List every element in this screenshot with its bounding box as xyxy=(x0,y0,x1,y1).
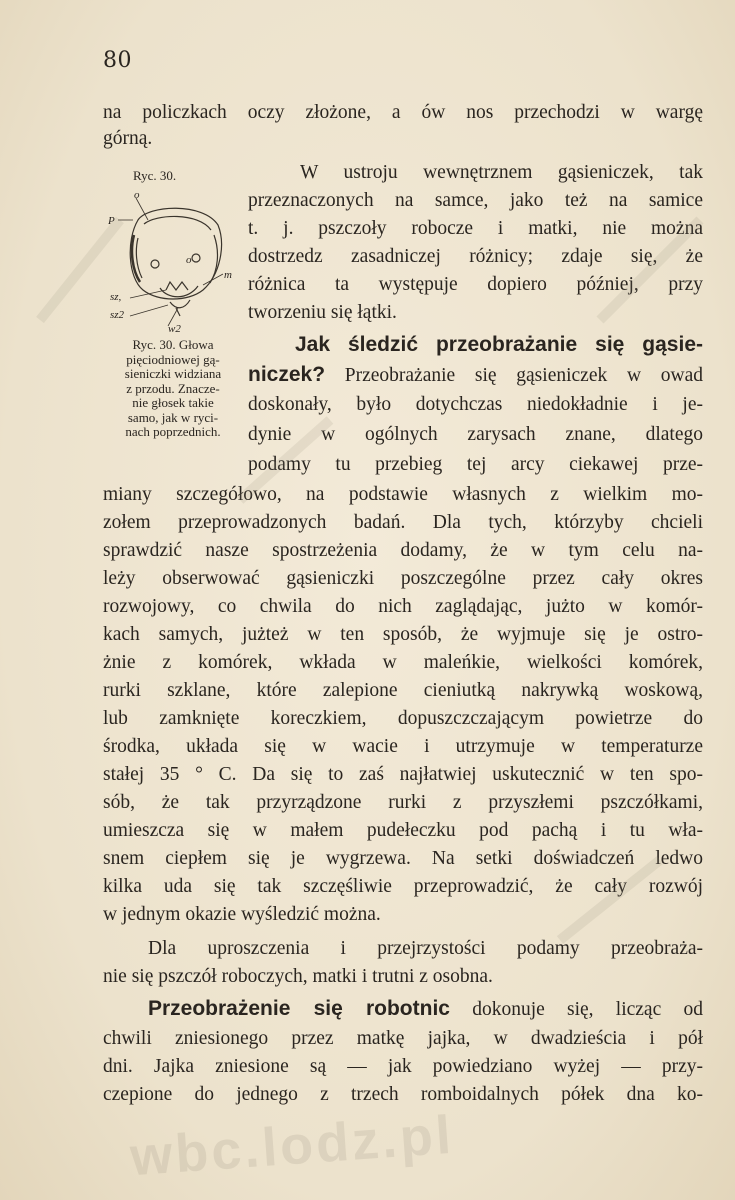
figure-letter: P xyxy=(108,215,115,227)
figure-letter: w2 xyxy=(168,323,181,335)
text-line: t. j. pszczoły robocze i matki, nie można xyxy=(248,218,703,239)
text-line: dostrzedz zasadniczej różnicy; zdaje się, że xyxy=(248,246,703,267)
section-heading: Jak śledzić przeobrażanie się gąsie- xyxy=(295,333,703,356)
text-line: chwili zniesionego przez matkę jajka, w dwadzieścia i pół xyxy=(103,1028,703,1049)
figure-caption: Ryc. 30. Głowa pięciodniowej gą- sieniczki widziana z przodu. Znacze- nie głosek takie samo, jak w ryci- nach poprzednich. xyxy=(124,337,222,439)
figure-letter: m xyxy=(224,269,232,281)
text-line: rurki szklane, które zalepione cieniutką nakrywką woskową, xyxy=(103,680,703,701)
text-line: miany szczegółowo, na podstawie własnych z wielkim mo- xyxy=(103,484,703,505)
text-line: kach samych, jużteż w ten sposób, że wyjmuje się je ostro- xyxy=(103,624,703,645)
text-line: w jednym okazie wyśledzić można. xyxy=(103,904,381,925)
text-line: leży obserwować gąsieniczki poszczególne przez cały okres xyxy=(103,568,703,589)
text-line: sób, że tak przyrządzone rurki z przyszłemi pszczółkami, xyxy=(103,792,703,813)
figure-label: Ryc. 30. xyxy=(133,168,177,183)
text-line: dni. Jajka zniesione są — jak powiedziano wyżej — przy- xyxy=(103,1056,703,1077)
text-line: stałej 35 ° C. Da się to zaś najłatwiej uskutecznić w ten spo- xyxy=(103,764,703,785)
text-line: niczek? Przeobrażanie się gąsieniczek w owad xyxy=(248,363,703,386)
text-line: żnie z komórek, wkłada w maleńkie, wielkości komórek, xyxy=(103,652,703,673)
text-line: zołem przeprowadzonych badań. Dla tych, którzyby chcieli xyxy=(103,512,703,533)
figure-letter: o xyxy=(134,190,140,201)
text-line: Przeobrażenie się robotnic dokonuje się, licząc od xyxy=(148,997,703,1020)
text-line: Dla uproszczenia i przejrzystości podamy przeobraża- xyxy=(148,938,703,959)
text-line: górną. xyxy=(103,128,153,149)
text-line: podamy tu przebieg tej arcy ciekawej prze- xyxy=(248,454,703,475)
text-line: czepione do jednego z trzech romboidalnych półek dna ko- xyxy=(103,1084,703,1105)
text-line: na policzkach oczy złożone, a ów nos przechodzi w wargę xyxy=(103,102,703,123)
text-line: środka, układa się w wacie i utrzymuje w temperaturze xyxy=(103,736,703,757)
text-line: snem ciepłem się je wygrzewa. Na setki doświadczeń ledwo xyxy=(103,848,703,869)
text-line: sprawdzić nasze spostrzeżenia dodamy, że w tym celu na- xyxy=(103,540,703,561)
watermark: wbc.lodz.pl xyxy=(128,1104,456,1188)
text-line: przeznaczonych na samce, jako też na samice xyxy=(248,190,703,211)
text-line: nie się pszczół roboczych, matki i trutni z osobna. xyxy=(103,966,493,987)
text-line: dynie w ogólnych zarysach znane, dlatego xyxy=(248,424,703,445)
text-line: tworzeniu się łątki. xyxy=(248,302,397,323)
text-line: umieszcza się w małem pudełeczku pod pachą i tu wła- xyxy=(103,820,703,841)
text-line: różnica ta występuje dopiero później, przy xyxy=(248,274,703,295)
text-line: W ustroju wewnętrznem gąsieniczek, tak xyxy=(300,162,703,183)
text-line: kilka uda się tak szczęśliwie przeprowadzić, że cały rozwój xyxy=(103,876,703,897)
text-line: lub zamknięte koreczkiem, dopuszczczającym powietrze do xyxy=(103,708,703,729)
larva-head-figure xyxy=(108,190,238,335)
page-number: 80 xyxy=(103,48,132,73)
text-line: doskonały, było dotychczas niedokładnie i je- xyxy=(248,394,703,415)
text-line: rozwojowy, co chwila do nich zaglądając, jużto w komór- xyxy=(103,596,703,617)
figure-letter: sz2 xyxy=(110,309,125,321)
figure-letter: sz, xyxy=(110,291,122,303)
figure-letter: o xyxy=(186,254,192,266)
